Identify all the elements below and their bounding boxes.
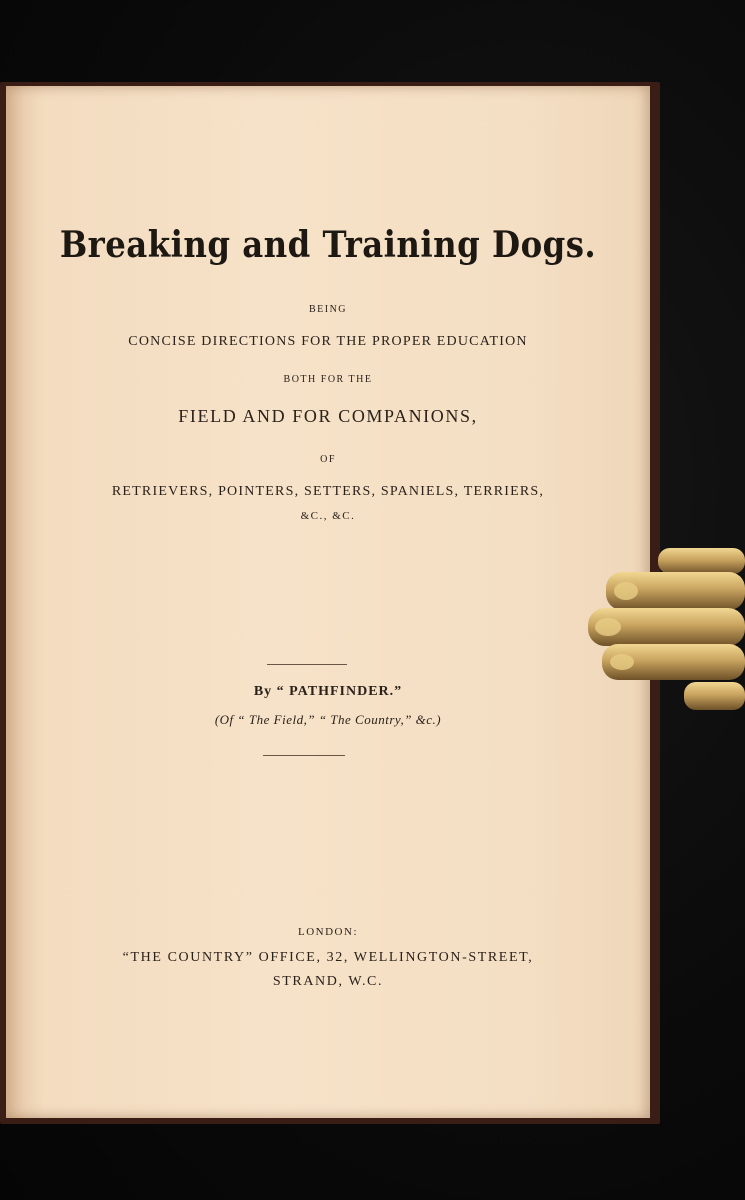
imprint-line-2: STRAND, W.C. [272,974,384,989]
affiliation-line: (Of “ The Field,” “ The Country,” &c.) [214,712,442,727]
both-for-the-label: BOTH FOR THE [283,374,373,385]
imprint-city: LONDON: [298,926,358,938]
being-label: BEING [308,304,348,315]
title-page [6,86,650,1118]
subtitle-line-4: &C., &C. [300,510,356,522]
subtitle-line-3: RETRIEVERS, POINTERS, SETTERS, SPANIELS, TERRIERS, [111,484,545,499]
divider-rule-bottom [263,755,345,756]
author-line: By “ PATHFINDER.” [253,684,403,699]
subtitle-line-2: FIELD AND FOR COMPANIONS, [178,406,478,426]
divider-rule-top [267,664,347,665]
imprint-line-1: “THE COUNTRY” OFFICE, 32, WELLINGTON-STREET, [122,950,534,965]
book-title: Breaking and Training Dogs. [59,224,597,266]
brass-hand-icon [588,548,745,712]
subtitle-line-1: CONCISE DIRECTIONS FOR THE PROPER EDUCATION [128,334,528,349]
of-label: OF [320,454,336,465]
